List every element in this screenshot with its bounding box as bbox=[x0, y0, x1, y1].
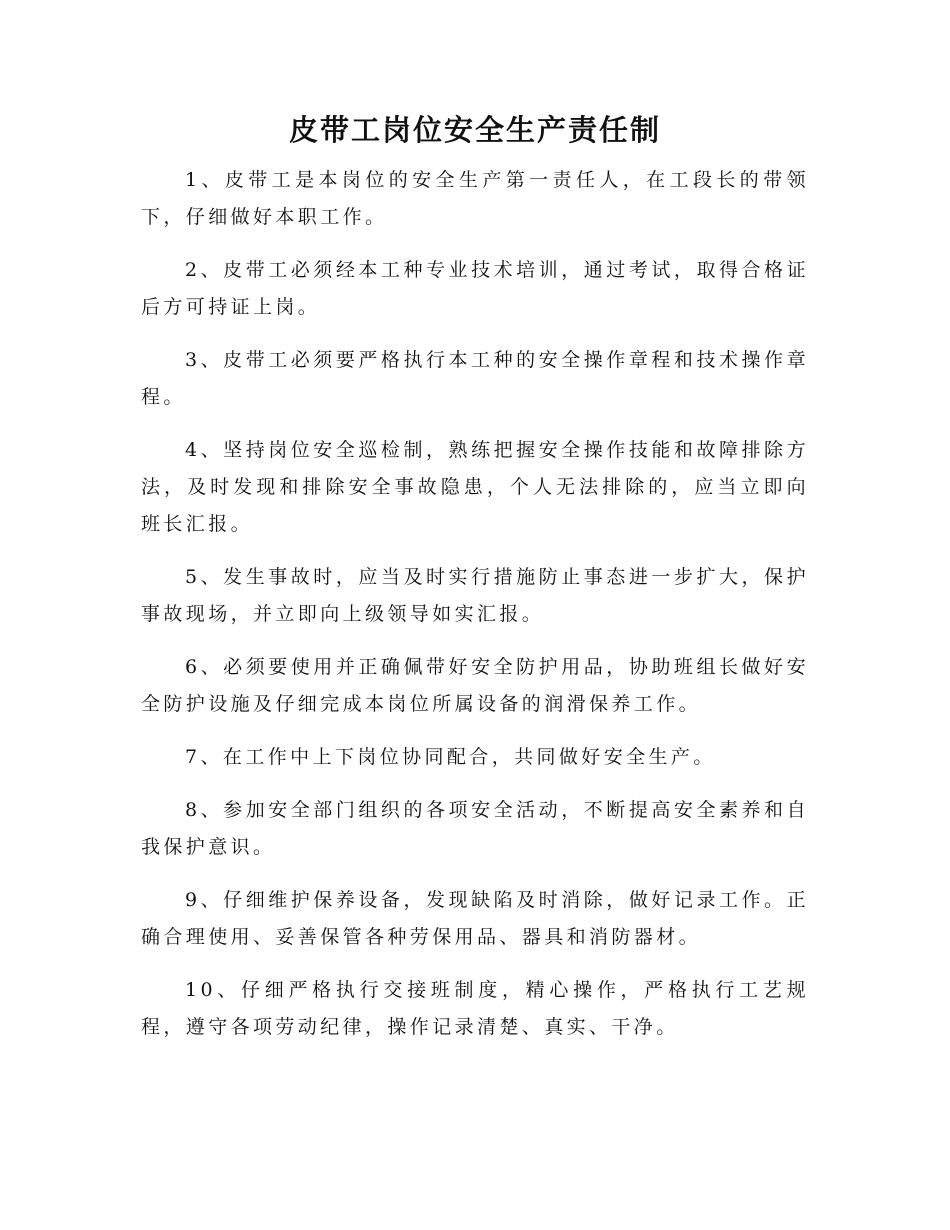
paragraph-9: 9、仔细维护保养设备，发现缺陷及时消除，做好记录工作。正确合理使用、妥善保管各种劳保用品、器具和消防器材。 bbox=[141, 889, 809, 948]
document-body bbox=[141, 162, 809, 1062]
document-title: 皮带工岗位安全生产责任制 bbox=[288, 113, 661, 147]
paragraph-1: 1、皮带工是本岗位的安全生产第一责任人，在工段长的带领下，仔细做好本职工作。 bbox=[141, 169, 809, 228]
paragraph-2: 2、皮带工必须经本工种专业技术培训，通过考试，取得合格证后方可持证上岗。 bbox=[141, 259, 809, 318]
paragraph-6: 6、必须要使用并正确佩带好安全防护用品，协助班组长做好安全防护设施及仔细完成本岗位所属设备的润滑保养工作。 bbox=[141, 656, 809, 715]
paragraph-4: 4、坚持岗位安全巡检制，熟练把握安全操作技能和故障排除方法，及时发现和排除安全事故隐患，个人无法排除的，应当立即向班长汇报。 bbox=[141, 439, 809, 535]
paragraph-7: 7、在工作中上下岗位协同配合，共同做好安全生产。 bbox=[185, 746, 716, 768]
paragraph-10: 10、仔细严格执行交接班制度，精心操作，严格执行工艺规程，遵守各项劳动纪律，操作记录清楚、真实、干净。 bbox=[141, 979, 809, 1038]
paragraph-3: 3、皮带工必须要严格执行本工种的安全操作章程和技术操作章程。 bbox=[141, 349, 809, 408]
paragraph-8: 8、参加安全部门组织的各项安全活动，不断提高安全素养和自我保护意识。 bbox=[141, 799, 809, 858]
paragraph-5: 5、发生事故时，应当及时实行措施防止事态进一步扩大，保护事故现场，并立即向上级领导如实汇报。 bbox=[141, 566, 809, 625]
